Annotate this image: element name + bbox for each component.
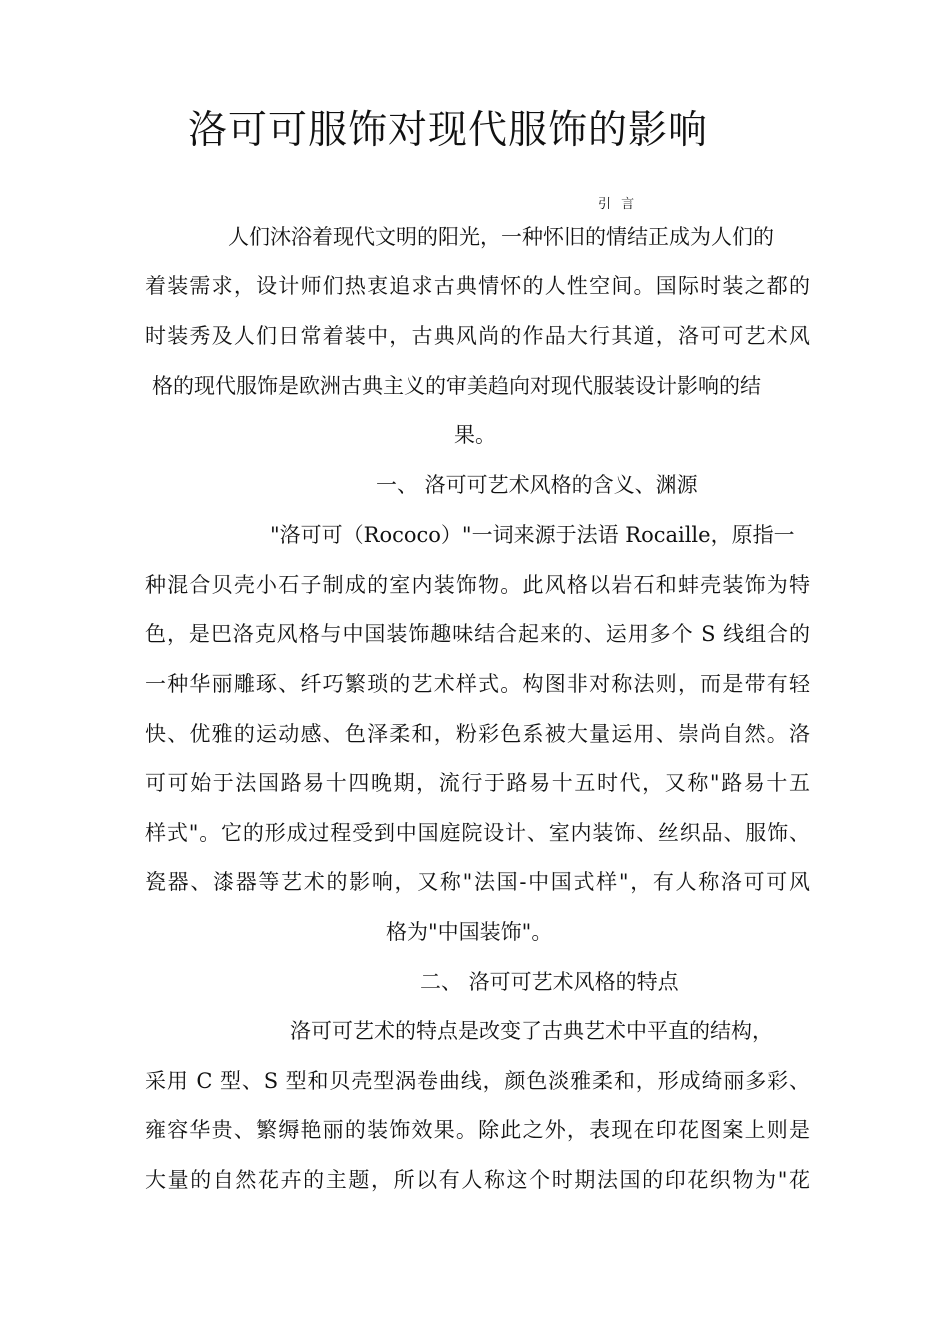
section2-line: 采用 C 型、S 型和贝壳型涡卷曲线，颜色淡雅柔和，形成绮丽多彩、 — [145, 1069, 810, 1093]
intro-line: 格的现代服饰是欧洲古典主义的审美趋向对现代服装设计影响的结 — [152, 374, 761, 398]
section2-line: 大量的自然花卉的主题，所以有人称这个时期法国的印花织物为"花 — [145, 1168, 810, 1192]
intro-line: 人们沐浴着现代文明的阳光，一种怀旧的情结正成为人们的 — [228, 225, 774, 249]
section2-line: 雍容华贵、繁缛艳丽的装饰效果。除此之外，表现在印花图案上则是 — [145, 1118, 810, 1142]
page-title: 洛可可服饰对现代服饰的影响 — [188, 108, 709, 153]
section-heading-2: 二、 洛可可艺术风格的特点 — [420, 970, 679, 994]
section1-line: 格为"中国装饰"。 — [386, 920, 553, 944]
section1-line: 一种华丽雕琢、纤巧繁琐的艺术样式。构图非对称法则，而是带有轻 — [145, 672, 810, 696]
section-heading-1: 一、 洛可可艺术风格的含义、渊源 — [376, 473, 698, 497]
section1-line: 样式"。它的形成过程受到中国庭院设计、室内装饰、丝织品、服饰、 — [145, 821, 810, 845]
section1-line: 瓷器、漆器等艺术的影响，又称"法国-中国式样"，有人称洛可可风 — [145, 870, 810, 894]
intro-heading: 引 言 — [598, 197, 638, 212]
intro-line: 果。 — [454, 423, 496, 447]
section1-line: 快、优雅的运动感、色泽柔和，粉彩色系被大量运用、崇尚自然。洛 — [145, 722, 810, 746]
section1-line: 色，是巴洛克风格与中国装饰趣味结合起来的、运用多个 S 线组合的 — [145, 622, 810, 646]
section1-line: 可可始于法国路易十四晚期，流行于路易十五时代，又称"路易十五 — [145, 771, 810, 795]
intro-line: 着装需求，设计师们热衷追求古典情怀的人性空间。国际时装之都的 — [145, 274, 810, 298]
intro-line: 时装秀及人们日常着装中，古典风尚的作品大行其道，洛可可艺术风 — [145, 324, 810, 348]
section2-line: 洛可可艺术的特点是改变了古典艺术中平直的结构， — [290, 1019, 773, 1043]
section1-line: 种混合贝壳小石子制成的室内装饰物。此风格以岩石和蚌壳装饰为特 — [145, 573, 810, 597]
section1-line: "洛可可（Rococo）"一词来源于法语 Rocaille，原指一 — [270, 523, 795, 547]
